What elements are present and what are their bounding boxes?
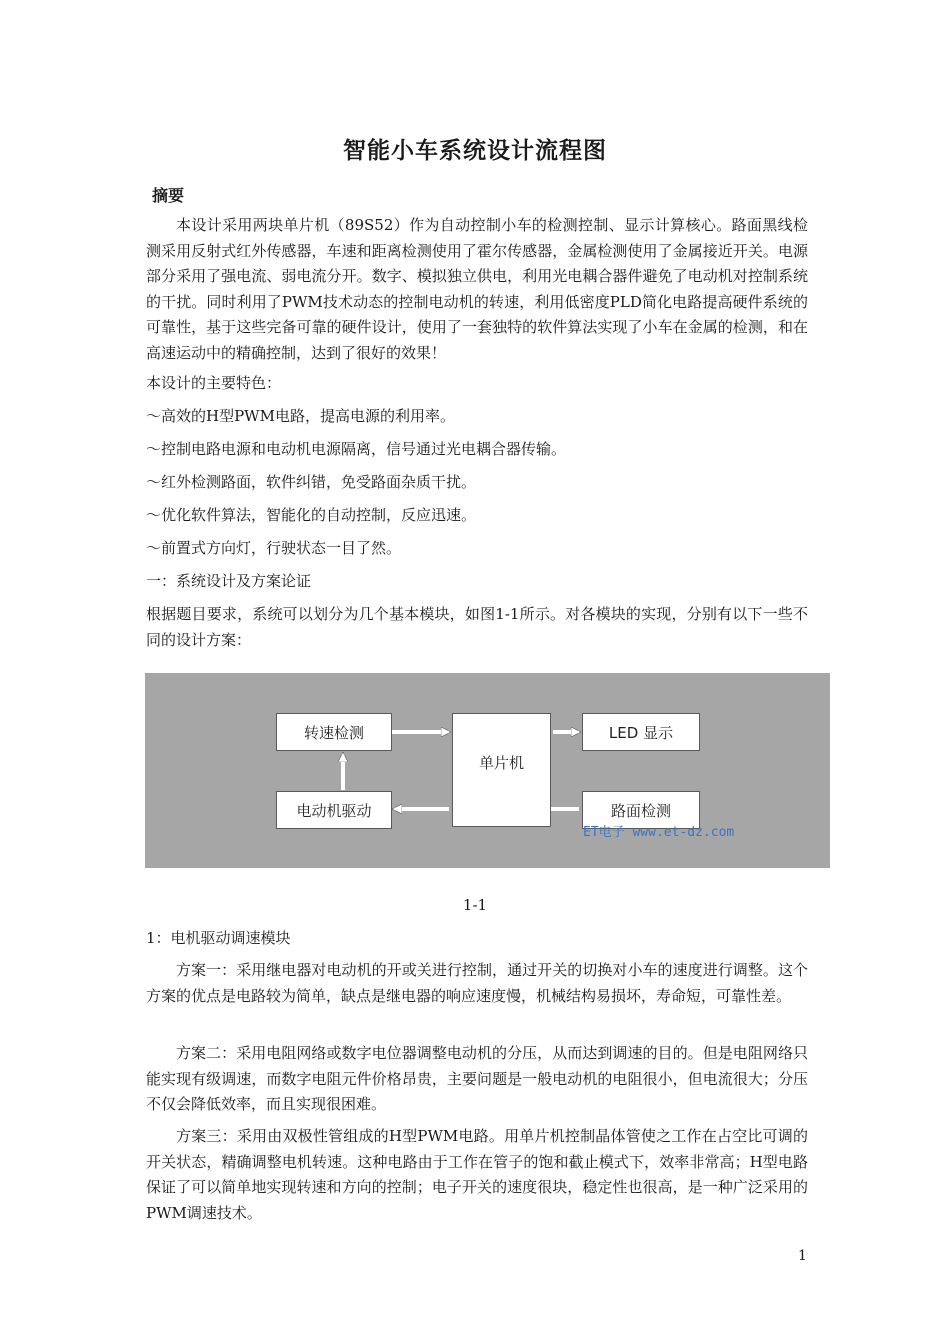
feature-item: ～红外检测路面，软件纠错，免受路面杂质干扰。 [146, 473, 477, 491]
section-intro: 根据题目要求，系统可以划分为几个基本模块，如图1-1所示。对各模块的实现，分别有以下一些不同的设计方案： [146, 605, 808, 649]
box-motor-drive: 电动机驱动 [276, 791, 392, 829]
abstract-paragraph: 本设计采用两块单片机（89S52）作为自动控制小车的检测控制、显示计算核心。路面黑线检测采用反射式红外传感器，车速和距离检测使用了霍尔传感器，金属检测使用了金属接近开关。电源部分采用了强电流、弱电流分开。数字、模拟独立供电，利用光电耦合器件避免了电动机对控制系统的干扰。同时利用了PWM技术动态的控制电动机的转速，利用低密度PLD简化电路提高硬件系统的可靠性，基于这些完备可靠的硬件设计，使用了一套独特的软件算法实现了小车在金属的检测，和在高速运动中的精确控制，达到了很好的效果！ [146, 216, 808, 362]
feature-item: ～前置式方向灯，行驶状态一目了然。 [146, 539, 402, 557]
scheme-paragraph-1: 方案一：采用继电器对电动机的开或关进行控制，通过开关的切换对小车的速度进行调整。这个方案的优点是电路较为简单，缺点是继电器的响应速度慢，机械结构易损坏，寿命短，可靠性差。 [146, 961, 808, 1005]
box-mcu: 单片机 [452, 713, 551, 827]
box-led-display: LED 显示 [582, 713, 700, 751]
block-diagram [145, 673, 830, 868]
feature-item: ～高效的H型PWM电路，提高电源的利用率。 [146, 407, 455, 425]
scheme-paragraph-3: 方案三：采用由双极性管组成的H型PWM电路。用单片机控制晶体管使之工作在占空比可调的开关状态，精确调整电机转速。这种电路由于工作在管子的饱和截止模式下，效率非常高；H型电路保证了可以简单地实现转速和方向的控制；电子开关的速度很块，稳定性也很高，是一种广泛采用的PWM调速技术。 [146, 1127, 808, 1222]
box-speed-detect: 转速检测 [276, 713, 392, 751]
feature-item: ～优化软件算法，智能化的自动控制，反应迅速。 [146, 506, 477, 524]
abstract-heading: 摘要 [152, 186, 185, 205]
module-heading: 1：电机驱动调速模块 [146, 929, 291, 947]
feature-item: ～控制电路电源和电动机电源隔离，信号通过光电耦合器传输。 [146, 440, 567, 458]
section-heading: 一：系统设计及方案论证 [146, 572, 312, 590]
watermark: ET电子 www.et-dz.com [583, 825, 735, 840]
features-heading: 本设计的主要特色： [146, 374, 282, 392]
box-road-detect: 路面检测 [582, 791, 700, 829]
scheme-paragraph-2: 方案二：采用电阻网络或数字电位器调整电动机的分压，从而达到调速的目的。但是电阻网络只能实现有级调速，而数字电阻元件价格昂贵，主要问题是一般电动机的电阻很小，但电流很大；分压不仅会降低效率，而且实现很困难。 [146, 1044, 808, 1113]
page-number: 1 [798, 1248, 807, 1264]
page-title: 智能小车系统设计流程图 [343, 138, 607, 164]
figure-caption: 1-1 [462, 896, 488, 914]
